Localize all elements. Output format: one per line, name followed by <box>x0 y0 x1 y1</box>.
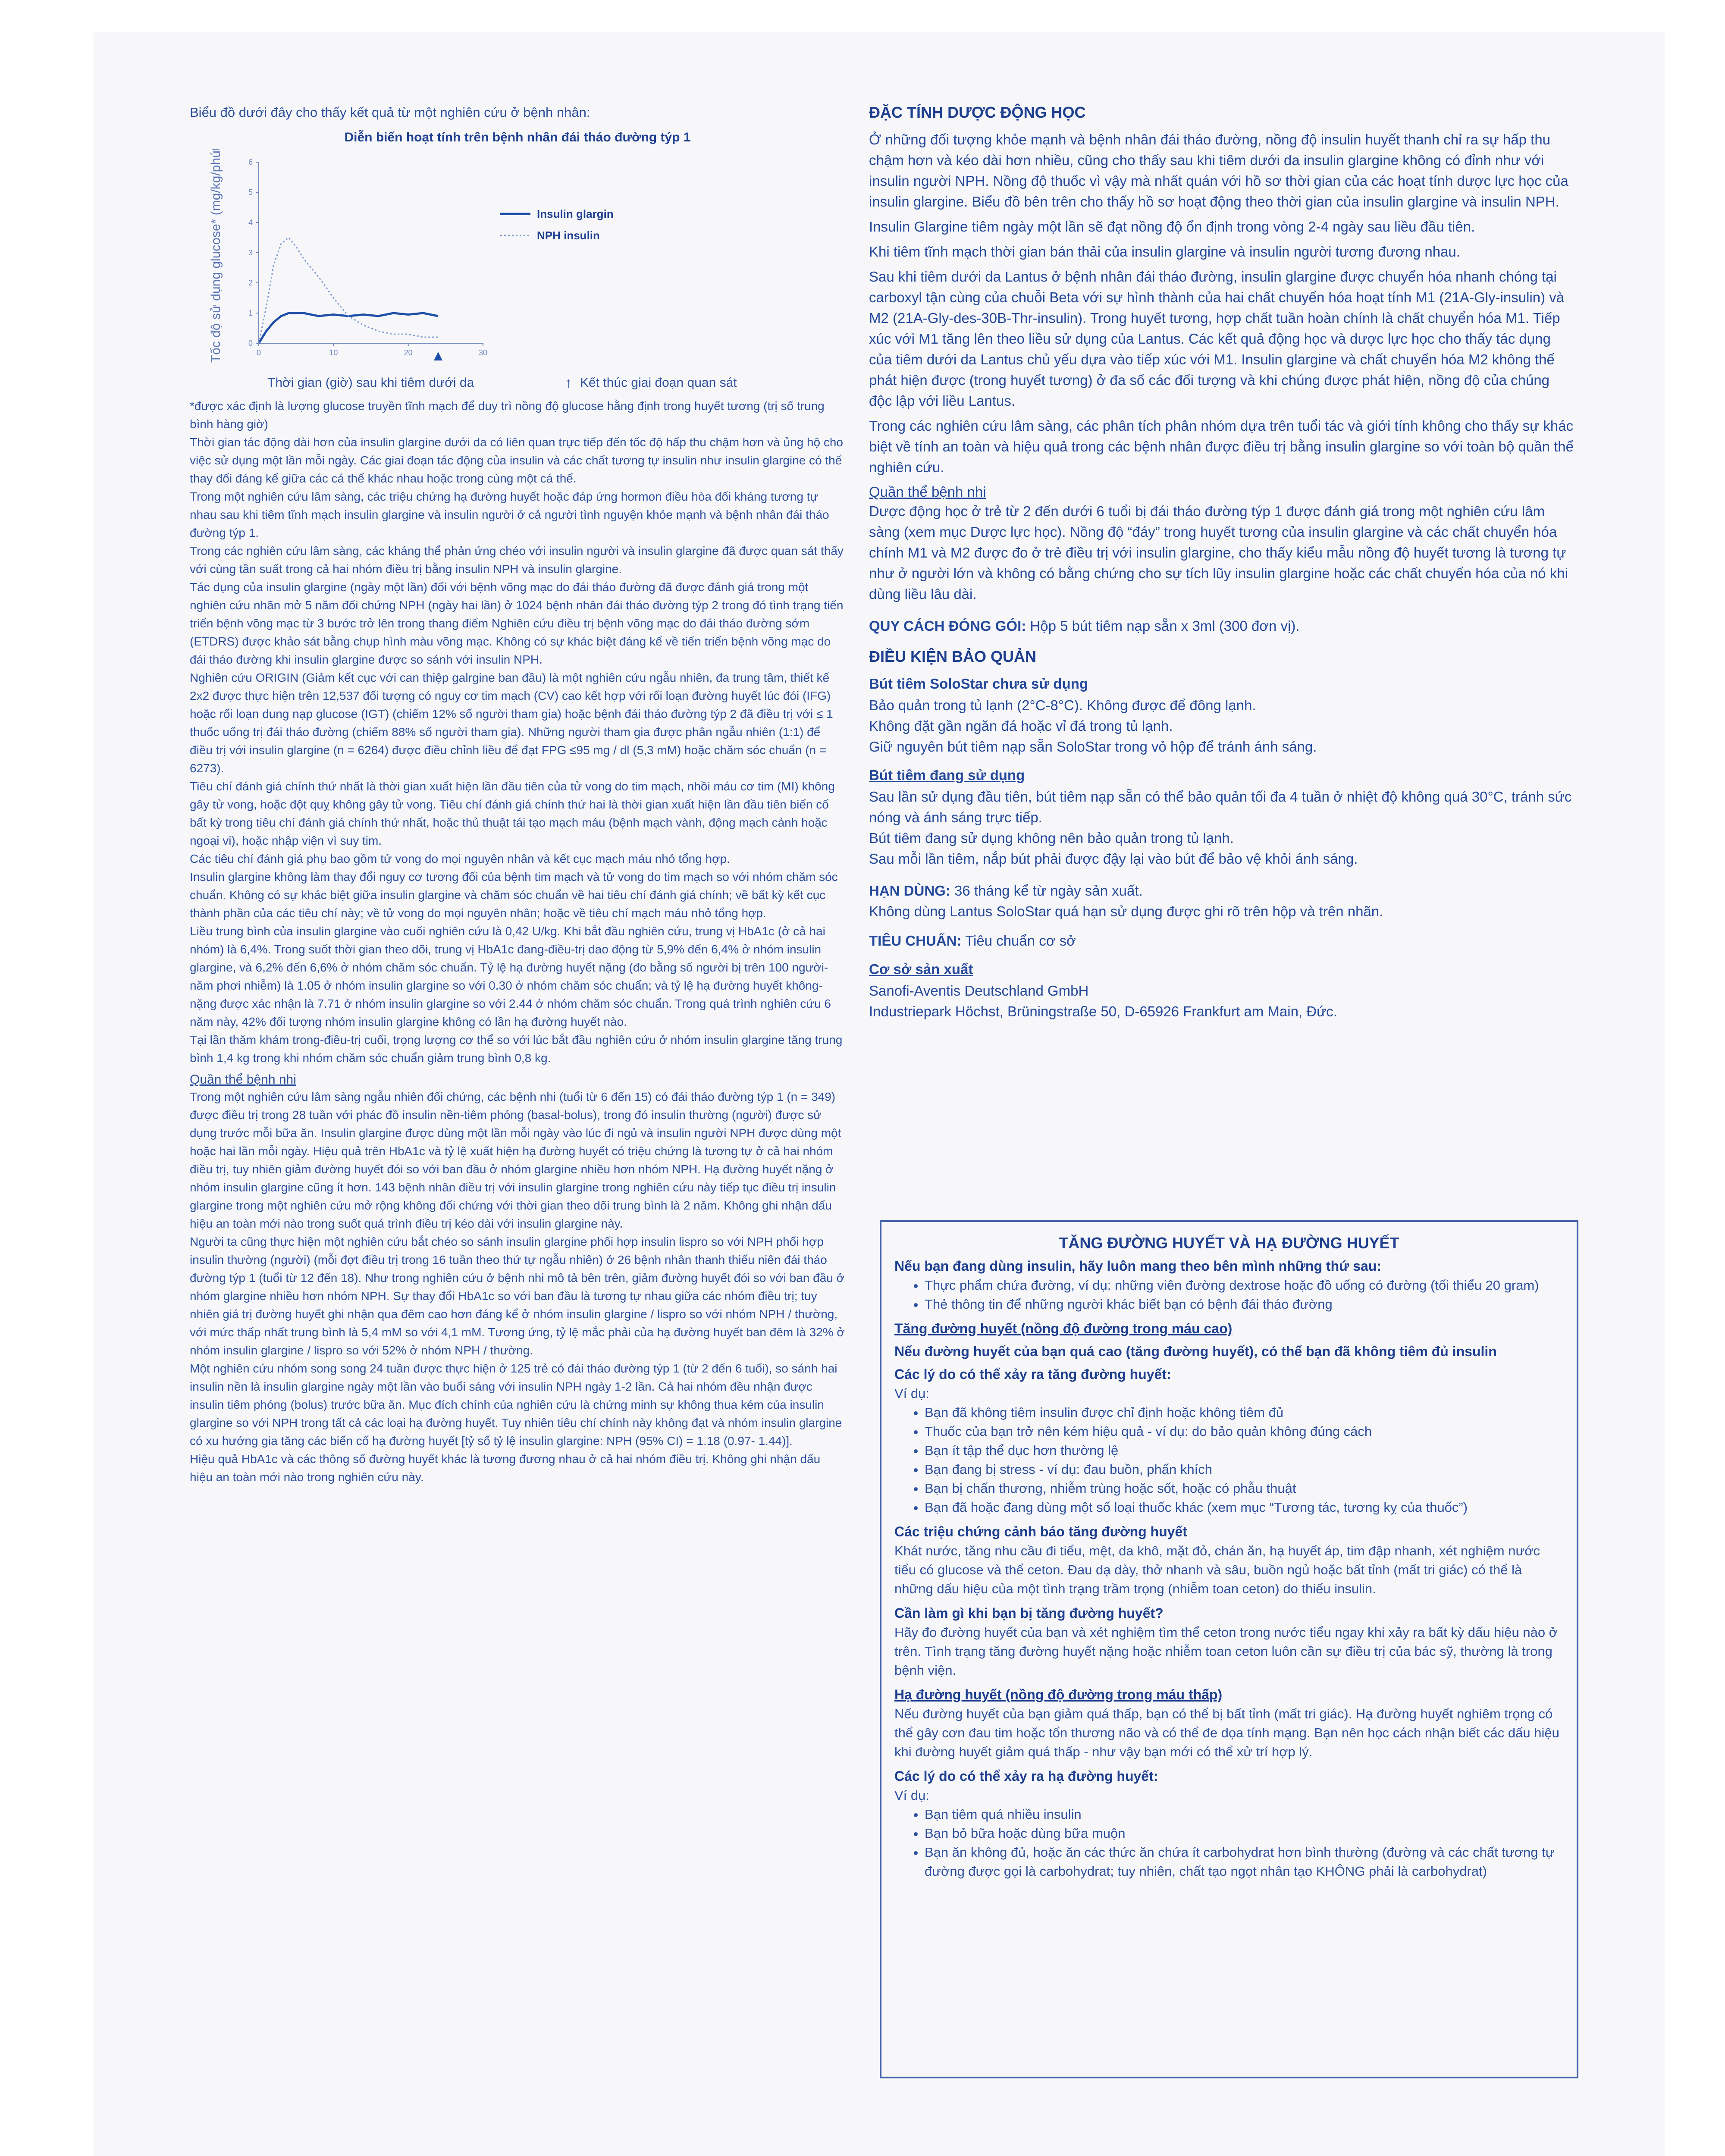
example-label: Ví dụ: <box>894 1788 929 1803</box>
list-item: • Bạn đã không tiêm insulin được chỉ định hoặc không tiêm đủ <box>925 1403 1564 1422</box>
end-observation-caption: Kết thúc giai đoạn quan sát <box>580 376 737 390</box>
expiry <box>869 881 1576 901</box>
y-axis-label: Tốc độ sử dụng glucose* (mg/kg/phút) <box>209 149 223 363</box>
unused-line: Giữ nguyên bút tiêm nạp sẵn SoloStar trong vỏ hộp để tránh ánh sáng. <box>869 739 1317 755</box>
y-tick-label: 0 <box>248 339 253 348</box>
hyper-causes-heading: Các lý do có thể xảy ra tăng đường huyết: <box>894 1366 1171 1382</box>
left-paragraph: Tại lần thăm khám trong-điều-trị cuối, trọng lượng cơ thể so với lúc bắt đầu nghiên cứu ở nhóm insulin glargine tăng trung bình 1,4 kg trong khi nhóm chăm sóc chuẩn giảm trung bình 0,8 kg. <box>190 1033 843 1065</box>
standard-text: Tiêu chuẩn cơ sở <box>965 933 1076 949</box>
x-tick-label: 0 <box>256 348 261 357</box>
legend-label: Insulin glargin <box>537 207 614 220</box>
right-pediatric-paragraph: Dược động học ở trẻ từ 2 đến dưới 6 tuổi bị đái tháo đường týp 1 được đánh giá trong một nghiên cứu lâm sàng (xem mục Dược lực học). Nồng độ “đáy” trong huyết tương của insulin glargine và các chất chuyển hóa chính M1 và M2 được đo ở trẻ điều trị với insulin glargine, cho thấy kiểu mẫu nồng độ huyết tương là tương tự như ở người lớn và không có bằng chứng cho sự tích lũy insulin glargine hoặc các chất chuyển hóa của nó khi dùng liều lâu dài. <box>869 503 1568 602</box>
y-tick-label: 4 <box>248 218 253 227</box>
unused-pen-heading: Bút tiêm SoloStar chưa sử dụng <box>869 676 1088 692</box>
unused-line: Không đặt gần ngăn đá hoặc vỉ đá trong tủ lạnh. <box>869 718 1173 734</box>
list-item: • Bạn tiêm quá nhiều insulin <box>925 1805 1564 1824</box>
pk-paragraph: Sau khi tiêm dưới da Lantus ở bệnh nhân đái tháo đường, insulin glargine được chuyển hóa nhanh chóng tại carboxyl tận cùng của chuỗi Beta với sự hình thành của hai chất chuyển hóa hoạt tính M1 (21A-Gly-insulin) và M2 (21A-Gly-des-30B-Thr-insulin). Trong huyết tương, hợp chất tuần hoàn chính là chất chuyển hóa M1. Tiếp xúc với M1 tăng lên theo liều sử dụng của Lantus. Các kết quả động học và dược lực học cho thấy tác dụng của tiêm dưới da Lantus chủ yếu dựa vào tiếp xúc với M1. Insulin glargine và chất chuyển hóa M2 không thể phát hiện được (trong huyết tương) ở đa số các đối tượng và khi chúng được phát hiện, nồng độ của chúng độc lập với liều Lantus. <box>869 269 1565 409</box>
y-tick-label: 5 <box>248 188 253 197</box>
x-tick-label: 10 <box>329 348 338 357</box>
x-axis-caption: Thời gian (giờ) sau khi tiêm dưới da <box>267 376 474 390</box>
left-column <box>190 103 845 1486</box>
inuse-line: Bút tiêm đang sử dụng không nên bảo quản trong tủ lạnh. <box>869 830 1234 846</box>
left-paragraph: Tiêu chí đánh giá chính thứ nhất là thời gian xuất hiện lần đầu tiên của tử vong do tim mạch, nhồi máu cơ tim (MI) không gây tử vong, hoặc đột quỵ không gây tử vong. Tiêu chí đánh giá chính thứ hai là thời gian xuất hiện lần đầu tiên biến cố bất kỳ trong tiêu chí đánh giá chính thứ nhất, hoặc thủ thuật tái tạo mạch máu (bệnh mạch vành, động mạch cảnh hoặc ngoại vi), hoặc nhập viện vì suy tim. <box>190 780 835 847</box>
unused-line: Bảo quản trong tủ lạnh (2°C-8°C). Không được để đông lạnh. <box>869 697 1256 713</box>
list-item: • Bạn ăn không đủ, hoặc ăn các thức ăn chứa ít carbohydrat hơn bình thường (đường và các chất tương tự đường được gọi là carbohydrat; tuy nhiên, chất tạo ngọt nhân tạo KHÔNG phải là carbohydrat) <box>925 1843 1564 1881</box>
left-paragraph: Trong một nghiên cứu lâm sàng, các triệu chứng hạ đường huyết hoặc đáp ứng hormon điều hòa đối kháng tương tự nhau sau khi tiêm tĩnh mạch insulin glargine và insulin người ở cả người tình nguyện khỏe mạnh và bệnh nhân đái tháo đường týp 1. <box>190 490 829 539</box>
list-item: • Thực phẩm chứa đường, ví dụ: những viên đường dextrose hoặc đồ uống có đường (tối thiểu 20 gram) <box>925 1276 1564 1295</box>
box-title: TĂNG ĐƯỜNG HUYẾT VÀ HẠ ĐƯỜNG HUYẾT <box>1059 1234 1399 1252</box>
pk-paragraph: Trong các nghiên cứu lâm sàng, các phân tích phân nhóm dựa trên tuổi tác và giới tính không cho thấy sự khác biệt về tính an toàn và hiệu quả trong các bệnh nhân được điều trị bằng insulin glargine so với toàn bộ quần thể nghiên cứu. <box>869 418 1574 475</box>
activity-chart <box>190 149 837 373</box>
y-tick-label: 3 <box>248 248 253 257</box>
left-paragraph: Insulin glargine không làm thay đổi nguy cơ tương đối của bệnh tim mạch và tử vong do tim mạch so với nhóm chăm sóc chuẩn. Không có sự khác biệt giữa insulin glargine và chăm sóc chuẩn về hai tiêu chí đánh giá chính; về bất kỳ kết cục thành phần của các tiêu chí này; về tử vong do mọi nguyên nhân; hoặc về tiêu chí mạch máu nhỏ tổng hợp. <box>190 870 838 920</box>
left-paragraph: Thời gian tác động dài hơn của insulin glargine dưới da có liên quan trực tiếp đến tốc độ hấp thu chậm hơn và ủng hộ cho việc sử dụng một lần mỗi ngày. Các giai đoạn tác động của insulin và các chất tương tự insulin như insulin glargine có thể thay đổi đáng kể giữa các cá thể khác nhau hoặc trong cùng một cá thể. <box>190 436 844 485</box>
expiry-label: HẠN DÙNG: <box>869 883 950 899</box>
hyper-symptoms: Khát nước, tăng nhu cầu đi tiểu, mệt, da khô, mặt đỏ, chán ăn, hạ huyết áp, tim đập nhanh, xét nghiệm nước tiểu có glucose và thể ceton. Đau dạ dày, thở nhanh và sâu, buồn ngủ hoặc bất tỉnh (mất tri giác) có thể là những dấu hiệu của một tình trạng trầm trọng (nhiễm toan ceton) do thiếu insulin. <box>894 1543 1540 1596</box>
left-pediatric-paragraph: Người ta cũng thực hiện một nghiên cứu bắt chéo so sánh insulin glargine phối hợp insulin lispro so với NPH phối hợp insulin thường (người) (mỗi đợt điều trị trong 16 tuần theo thứ tự ngẫu nhiên) ở 26 bệnh nhân thanh thiếu niên đái tháo đường týp 1 (tuổi từ 12 đến 18). Như trong nghiên cứu ở bệnh nhi mô tả bên trên, giảm đường huyết đói so với ban đầu ở nhóm glargine nhiều hơn nhóm NPH. Sự thay đổi HbA1c so với ban đầu là tương tự nhau giữa các nhóm điều trị; tuy nhiên giá trị đường huyết ghi nhận qua đêm cao hơn đáng kể ở nhóm insulin glargine / lispro so với nhóm NPH / thường, với mức thấp nhất trung bình là 5,4 mM so với 4,1 mM. Tương ứng, tỷ lệ mắc phải của hạ đường huyết ban đêm là 32% ở nhóm insulin glargine / lispro so với 52% ở nhóm NPH / thường. <box>190 1235 845 1357</box>
left-pediatric-heading: Quần thể bệnh nhi <box>190 1072 296 1087</box>
hypo-causes-list <box>894 1805 1564 1881</box>
hyper-causes-list <box>894 1403 1564 1517</box>
left-paragraph: Các tiêu chí đánh giá phụ bao gồm tử vong do mọi nguyên nhân và kết cục mạch máu nhỏ tổng hợp. <box>190 852 730 865</box>
manufacturer-heading: Cơ sở sản xuất <box>869 961 973 977</box>
list-item: • Bạn ít tập thể dục hơn thường lệ <box>925 1441 1564 1460</box>
list-item: • Bạn bị chấn thương, nhiễm trùng hoặc sốt, hoặc có phẫu thuật <box>925 1479 1564 1498</box>
example-label: Ví dụ: <box>894 1386 929 1401</box>
left-paragraph: Tác dụng của insulin glargine (ngày một lần) đối với bệnh võng mạc do đái tháo đường đã được đánh giá trong một nghiên cứu nhãn mở 5 năm đối chứng NPH (ngày hai lần) ở 1024 bệnh nhân đái tháo đường týp 2 trong đó tình trạng tiến triển bệnh võng mạc từ 3 bước trở lên trong thang điểm Nghiên cứu điều trị bệnh võng mạc do đái tháo đường sớm (ETDRS) được khảo sát bằng chụp hình màu võng mạc. Không có sự khác biệt đáng kể về tiến triển bệnh võng mạc do đái tháo đường khi insulin glargine được so sánh với insulin NPH. <box>190 580 844 666</box>
manufacturer-line: Sanofi-Aventis Deutschland GmbH <box>869 983 1089 999</box>
box-intro: Nếu bạn đang dùng insulin, hãy luôn mang theo bên mình những thứ sau: <box>894 1258 1381 1274</box>
list-item: • Bạn đã hoặc đang dùng một số loại thuốc khác (xem mục “Tương tác, tương kỵ của thuốc”) <box>925 1498 1564 1517</box>
chart-captions <box>190 376 845 395</box>
pk-paragraph: Khi tiêm tĩnh mạch thời gian bán thải của insulin glargine và insulin người tương đương nhau. <box>869 244 1460 260</box>
legend-label: NPH insulin <box>537 229 600 242</box>
y-tick-label: 6 <box>248 158 253 166</box>
left-paragraph: Nghiên cứu ORIGIN (Giảm kết cục với can thiệp galrgine ban đầu) là một nghiên cứu ngẫu nhiên, đa trung tâm, thiết kế 2x2 được thực hiện trên 12,537 đối tượng có nguy cơ tim mạch (CV) cao kết hợp với rối loạn đường huyết lúc đói (IFG) hoặc rối loạn dung nạp glucose (IGT) (chiếm 12% số người tham gia) hoặc bệnh đái tháo đường týp 2 đã điều trị với ≤ 1 thuốc uống trị đái tháo đường (chiếm 88% số người tham gia). Những người tham gia được phân ngẫu nhiên (1:1) để điều trị với insulin glargine (n = 6264) được điều chỉnh liều để đạt FPG ≤95 mg / dl (5,3 mM) hoặc chăm sóc chuẩn (n = 6273). <box>190 671 833 775</box>
hyper-action: Hãy đo đường huyết của bạn và xét nghiệm tìm thể ceton trong nước tiểu ngay khi xảy ra bất kỳ dấu hiệu nào ở trên. Tình trạng tăng đường huyết nặng hoặc nhiễm toan ceton luôn cần sự điều trị của bác sỹ, thường là trong bệnh viện. <box>894 1625 1558 1678</box>
standard-label: TIÊU CHUẨN: <box>869 933 962 949</box>
list-item: • Bạn bỏ bữa hoặc dùng bữa muộn <box>925 1824 1564 1843</box>
list-item: • Thẻ thông tin để những người khác biết bạn có bệnh đái tháo đường <box>925 1295 1564 1314</box>
inuse-line: Sau lần sử dụng đầu tiên, bút tiêm nạp sẵn có thể bảo quản tối đa 4 tuần ở nhiệt độ không quá 30°C, tránh sức nóng và ánh sáng trực tiếp. <box>869 789 1572 825</box>
inuse-pen-heading: Bút tiêm đang sử dụng <box>869 767 1025 783</box>
hyper-action-heading: Cần làm gì khi bạn bị tăng đường huyết? <box>894 1605 1164 1621</box>
storage-heading: ĐIỀU KIỆN BẢO QUẢN <box>869 648 1037 665</box>
hypo-causes-heading: Các lý do có thể xảy ra hạ đường huyết: <box>894 1768 1158 1784</box>
pk-paragraph: Ở những đối tượng khỏe mạnh và bệnh nhân đái tháo đường, nồng độ insulin huyết thanh chỉ ra sự hấp thu chậm hơn và kéo dài hơn nhiều, cũng cho thấy sau khi tiêm dưới da insulin glargine không có đỉnh như với insulin người NPH. Nồng độ thuốc vì vậy mà nhất quán với hồ sơ thời gian của các hoạt tính dược lực học của insulin glargine. Biểu đồ bên trên cho thấy hồ sơ hoạt động theo thời gian của insulin glargine và insulin NPH. <box>869 132 1568 210</box>
y-tick-label: 1 <box>248 309 253 317</box>
glycemia-box <box>880 1220 1578 2078</box>
list-item: • Bạn đang bị stress - ví dụ: đau buồn, phấn khích <box>925 1460 1564 1479</box>
chart-footnote: *được xác định là lượng glucose truyền tĩnh mạch để duy trì nồng độ glucose hằng định trong huyết tương (trị số trung bình hàng giờ) <box>190 399 825 431</box>
x-tick-label: 30 <box>478 348 488 357</box>
x-tick-label: 20 <box>404 348 413 357</box>
right-pediatric-heading: Quần thể bệnh nhi <box>869 484 986 500</box>
hyper-symptoms-heading: Các triệu chứng cảnh báo tăng đường huyết <box>894 1524 1187 1539</box>
packaging-label: QUY CÁCH ĐÓNG GÓI: <box>869 618 1026 634</box>
left-paragraph: Trong các nghiên cứu lâm sàng, các kháng thể phản ứng chéo với insulin người và insulin glargine đã được quan sát thấy với cùng tần suất trong cả hai nhóm điều trị bằng insulin NPH và insulin glargine. <box>190 544 844 576</box>
expiry-text: 36 tháng kể từ ngày sản xuất. <box>954 883 1143 899</box>
box-intro-list <box>894 1276 1564 1314</box>
packaging <box>869 616 1576 636</box>
standard <box>869 931 1576 951</box>
hypo-heading: Hạ đường huyết (nồng độ đường trong máu thấp) <box>894 1687 1223 1702</box>
left-pediatric-paragraph: Một nghiên cứu nhóm song song 24 tuần được thực hiện ở 125 trẻ có đái tháo đường týp 1 (từ 2 đến 6 tuổi), so sánh hai insulin nền là insulin glargine ngày một lần vào buổi sáng với insulin NPH ngày 1-2 lần. Cả hai nhóm đều nhận được insulin tiêm phóng (bolus) trước bữa ăn. Mục đích chính của nghiên cứu là chứng minh sự không thua kém của insulin glargine so với NPH trong tất cả các loại hạ đường huyết. Tuy nhiên tiêu chí chính này không đạt và nhóm insulin glargine có xu hướng gia tăng các biến cố hạ đường huyết [tỷ số tỷ lệ insulin glargine: NPH (95% CI) = 1.18 (0.97- 1.44)]. <box>190 1362 842 1448</box>
left-pediatric-paragraph: Hiệu quả HbA1c và các thông số đường huyết khác là tương đương nhau ở cả hai nhóm điều trị. Không ghi nhận dấu hiệu an toàn mới nào trong nghiên cứu này. <box>190 1452 821 1484</box>
right-column <box>869 103 1576 1022</box>
chart-intro: Biểu đồ dưới đây cho thấy kết quả từ một nghiên cứu ở bệnh nhân: <box>190 105 590 120</box>
packaging-text: Hộp 5 bút tiêm nạp sẵn x 3ml (300 đơn vị). <box>1030 618 1300 634</box>
manufacturer-line: Industriepark Höchst, Brüningstraße 50, D-65926 Frankfurt am Main, Đức. <box>869 1003 1337 1019</box>
end-marker-arrow-icon: ↑ <box>565 375 572 390</box>
pk-heading: ĐẶC TÍNH DƯỢC ĐỘNG HỌC <box>869 103 1086 121</box>
series-line <box>259 313 438 343</box>
left-pediatric-paragraph: Trong một nghiên cứu lâm sàng ngẫu nhiên đối chứng, các bệnh nhi (tuổi từ 6 đến 15) có đái tháo đường týp 1 (n = 349) được điều trị trong 28 tuần với phác đồ insulin nền-tiêm phóng (basal-bolus), trong đó insulin thường (người) được sử dụng trước mỗi bữa ăn. Insulin glargine được dùng một lần mỗi ngày vào lúc đi ngủ và insulin người NPH được dùng một hoặc hai lần mỗi ngày. Hiệu quả trên HbA1c và tỷ lệ xuất hiện hạ đường huyết có triệu chứng là tương tự ở cả hai nhóm điều trị, tuy nhiên giảm đường huyết đói so với ban đầu ở nhóm glargine nhiều hơn nhóm NPH. Hạ đường huyết nặng ở nhóm insulin glargine cũng ít hơn. 143 bệnh nhân điều trị với insulin glargine trong nghiên cứu này tiếp tục điều trị insulin glargine trong một nghiên cứu mở rộng không đối chứng với thời gian theo dõi trung bình là 2 năm. Không ghi nhận dấu hiệu an toàn mới nào trong suốt quá trình điều trị kéo dài với insulin glargine này. <box>190 1090 841 1230</box>
inuse-line: Sau mỗi lần tiêm, nắp bút phải được đậy lại vào bút để bảo vệ khỏi ánh sáng. <box>869 851 1358 867</box>
y-tick-label: 2 <box>248 279 253 287</box>
pk-paragraph: Insulin Glargine tiêm ngày một lần sẽ đạt nồng độ ổn định trong vòng 2-4 ngày sau liều đầu tiên. <box>869 219 1475 235</box>
hypo-intro: Nếu đường huyết của bạn giảm quá thấp, bạn có thể bị bất tỉnh (mất tri giác). Hạ đường huyết nghiêm trọng có thể gây cơn đau tim hoặc tổn thương não và có thể đe dọa tính mạng. Bạn nên học cách nhận biết các dấu hiệu khi đường huyết giảm quá thấp - như vậy bạn mới có thể xử trí hợp lý. <box>894 1706 1559 1759</box>
expiry-note: Không dùng Lantus SoloStar quá hạn sử dụng được ghi rõ trên hộp và trên nhãn. <box>869 903 1383 919</box>
list-item: • Thuốc của bạn trở nên kém hiệu quả - ví dụ: do bảo quản không đúng cách <box>925 1422 1564 1441</box>
left-paragraph: Liều trung bình của insulin glargine vào cuối nghiên cứu là 0,42 U/kg. Khi bắt đầu nghiên cứu, trung vị HbA1c (ở cả hai nhóm) là 6,4%. Trong suốt thời gian theo dõi, trung vị HbA1c đang-điều-trị dao động từ 5,9% đến 6,4% ở nhóm insulin glargine, và 6,2% đến 6,6% ở nhóm chăm sóc chuẩn. Tỷ lệ hạ đường huyết nặng (đo bằng số người bị trên 100 người-năm phơi nhiễm) là 1.05 ở nhóm insulin glargine so với 0.30 ở nhóm chăm sóc chuẩn; và tỷ lệ hạ đường huyết không-nặng được xác nhận là 7.71 ở nhóm insulin glargine so với 2.44 ở nhóm chăm sóc chuẩn. Trong quá trình nghiên cứu 6 năm này, 42% đối tượng nhóm insulin glargine không có lần hạ đường huyết nào. <box>190 924 831 1028</box>
chart-title: Diễn biến hoạt tính trên bệnh nhân đái tháo đường týp 1 <box>344 130 691 144</box>
series-line <box>259 238 438 343</box>
hyper-heading: Tăng đường huyết (nồng độ đường trong máu cao) <box>894 1321 1233 1336</box>
hyper-intro: Nếu đường huyết của bạn quá cao (tăng đường huyết), có thể bạn đã không tiêm đủ insulin <box>894 1344 1497 1359</box>
end-marker-icon <box>434 352 442 360</box>
